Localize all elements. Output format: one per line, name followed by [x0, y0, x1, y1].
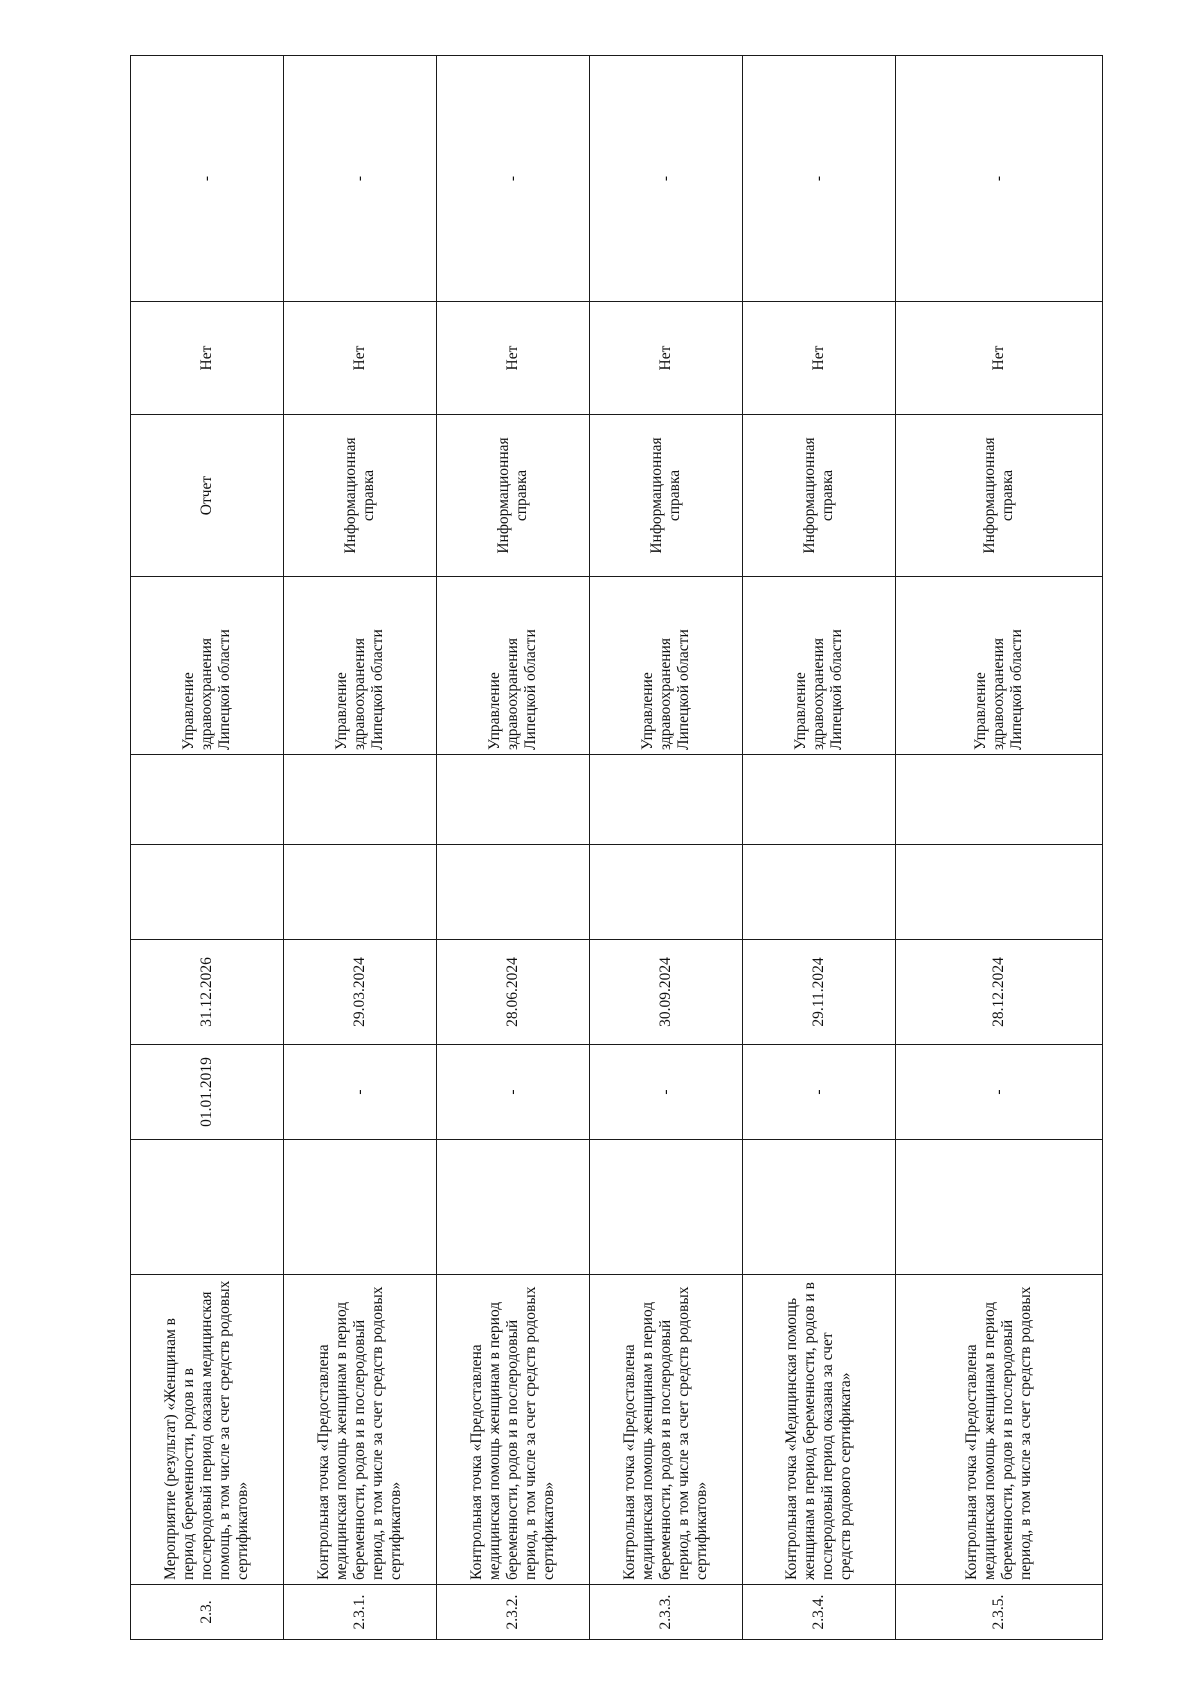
end-date: 29.03.2024: [284, 940, 437, 1045]
responsible-executor: Управление здравоохранения Липецкой области: [131, 577, 284, 755]
confirming-document: Информационная справка: [743, 415, 896, 577]
empty-cell: [743, 845, 896, 940]
table-row: [437, 56, 590, 1640]
end-date: 29.11.2024: [743, 940, 896, 1045]
rotated-table-wrapper: [130, 56, 1102, 1640]
system-flag: Нет: [743, 302, 896, 415]
responsible-executor: Управление здравоохранения Липецкой области: [743, 577, 896, 755]
responsible-executor: Управление здравоохранения Липецкой области: [284, 577, 437, 755]
end-date: 28.06.2024: [437, 940, 590, 1045]
empty-cell: [131, 755, 284, 845]
confirming-document: Отчет: [131, 415, 284, 577]
empty-cell: [590, 1140, 743, 1275]
empty-cell: [131, 845, 284, 940]
empty-cell: [284, 1140, 437, 1275]
table-body: [131, 56, 1103, 1640]
empty-cell: [437, 845, 590, 940]
table-row: [896, 56, 1103, 1640]
dash-value: -: [896, 56, 1103, 302]
row-number: 2.3.4.: [743, 1585, 896, 1640]
empty-cell: [590, 845, 743, 940]
end-date: 28.12.2024: [896, 940, 1103, 1045]
empty-cell: [284, 845, 437, 940]
start-date: -: [896, 1045, 1103, 1140]
table-row: [131, 56, 284, 1640]
confirming-document: Информационная справка: [437, 415, 590, 577]
start-date: -: [743, 1045, 896, 1140]
event-name: Контрольная точка «Предоставлена медицинская помощь женщинам в период беременности, родов и в послеродовый период, в том числе за счет средств родовых сертификатов»: [284, 1275, 437, 1585]
system-flag: Нет: [437, 302, 590, 415]
event-name: Контрольная точка «Предоставлена медицинская помощь женщинам в период беременности, родов и в послеродовый период, в том числе за счет средств родовых сертификатов»: [437, 1275, 590, 1585]
row-number: 2.3.5.: [896, 1585, 1103, 1640]
event-name: Контрольная точка «Медицинская помощь женщинам в период беременности, родов и в послеродовый период оказана за счет средств родового сертификата»: [743, 1275, 896, 1585]
empty-cell: [590, 755, 743, 845]
event-name: Мероприятие (результат) «Женщинам в период беременности, родов и в послеродовый период оказана медицинская помощь, в том числе за счет средств родовых сертификатов»: [131, 1275, 284, 1585]
confirming-document: Информационная справка: [590, 415, 743, 577]
empty-cell: [131, 1140, 284, 1275]
empty-cell: [437, 1140, 590, 1275]
responsible-executor: Управление здравоохранения Липецкой области: [590, 577, 743, 755]
start-date: 01.01.2019: [131, 1045, 284, 1140]
dash-value: -: [743, 56, 896, 302]
dash-value: -: [437, 56, 590, 302]
end-date: 30.09.2024: [590, 940, 743, 1045]
start-date: -: [284, 1045, 437, 1140]
row-number: 2.3.2.: [437, 1585, 590, 1640]
start-date: -: [437, 1045, 590, 1140]
empty-cell: [437, 755, 590, 845]
end-date: 31.12.2026: [131, 940, 284, 1045]
responsible-executor: Управление здравоохранения Липецкой области: [437, 577, 590, 755]
confirming-document: Информационная справка: [284, 415, 437, 577]
responsible-executor: Управление здравоохранения Липецкой области: [896, 577, 1103, 755]
system-flag: Нет: [284, 302, 437, 415]
empty-cell: [896, 1140, 1103, 1275]
empty-cell: [743, 1140, 896, 1275]
empty-cell: [896, 845, 1103, 940]
start-date: -: [590, 1045, 743, 1140]
table-row: [590, 56, 743, 1640]
implementation-plan-table: [130, 55, 1103, 1640]
event-name: Контрольная точка «Предоставлена медицинская помощь женщинам в период беременности, родов и в послеродовый период, в том числе за счет средств родовых: [896, 1275, 1103, 1585]
system-flag: Нет: [131, 302, 284, 415]
empty-cell: [896, 755, 1103, 845]
row-number: 2.3.: [131, 1585, 284, 1640]
row-number: 2.3.3.: [590, 1585, 743, 1640]
table-row: [743, 56, 896, 1640]
empty-cell: [743, 755, 896, 845]
confirming-document: Информационная справка: [896, 415, 1103, 577]
empty-cell: [284, 755, 437, 845]
row-number: 2.3.1.: [284, 1585, 437, 1640]
dash-value: -: [590, 56, 743, 302]
dash-value: -: [131, 56, 284, 302]
event-name: Контрольная точка «Предоставлена медицинская помощь женщинам в период беременности, родов и в послеродовый период, в том числе за счет средств родовых сертификатов»: [590, 1275, 743, 1585]
system-flag: Нет: [590, 302, 743, 415]
dash-value: -: [284, 56, 437, 302]
system-flag: Нет: [896, 302, 1103, 415]
table-row: [284, 56, 437, 1640]
